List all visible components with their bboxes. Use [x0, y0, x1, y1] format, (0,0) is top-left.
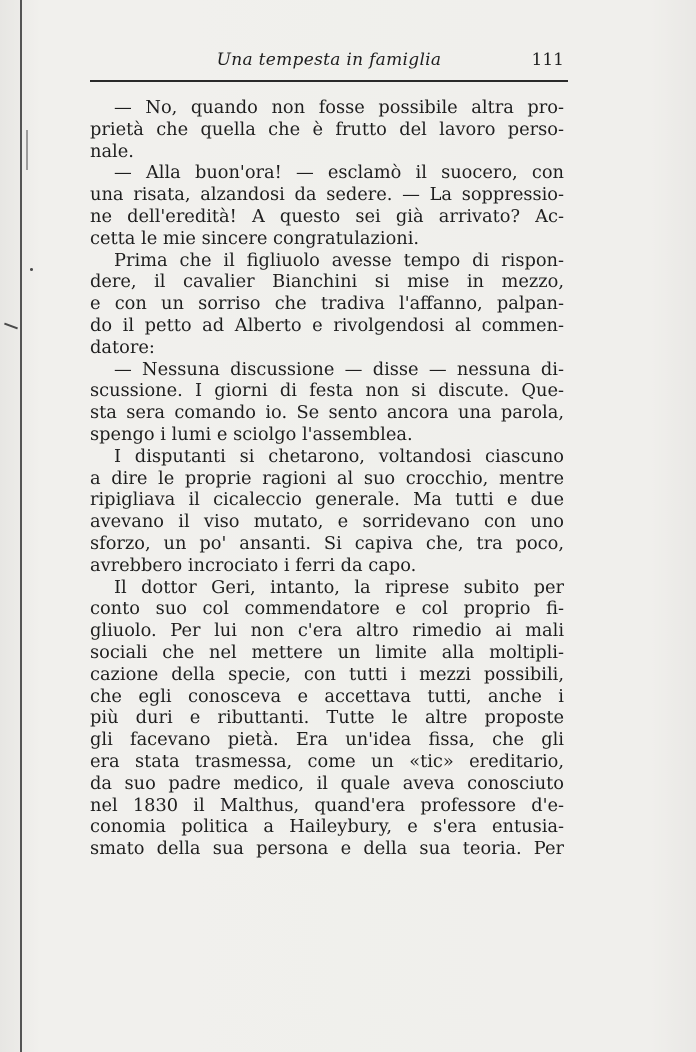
text-line: I disputanti si chetarono, voltandosi ciascuno	[114, 445, 564, 467]
page-header	[90, 46, 568, 82]
text-line: Il dottor Geri, intanto, la riprese subito per	[114, 576, 564, 598]
text-line: ripigliava il cicaleccio generale. Ma tutti e due	[90, 489, 564, 511]
running-title: Una tempesta in famiglia	[216, 50, 442, 70]
text-line: conto suo col commendatore e col proprio fi-	[90, 598, 564, 620]
text-line: datore:	[90, 336, 155, 358]
text-line: sforzo, un po' ansanti. Si capiva che, tra poco,	[90, 532, 564, 554]
binding-mark	[4, 323, 18, 330]
text-line: una risata, alzandosi da sedere. — La soppressio-	[90, 184, 564, 206]
text-line: gliuolo. Per lui non c'era altro rimedio ai mali	[90, 620, 564, 642]
text-line: avrebbero incrociato i ferri da capo.	[90, 554, 417, 576]
text-line: spengo i lumi e sciolgo l'assemblea.	[90, 423, 413, 445]
text-line: smato della sua persona e della sua teoria. Per	[90, 838, 564, 860]
text-line: cazione della specie, con tutti i mezzi possibili,	[90, 663, 564, 685]
page-number: 111	[531, 50, 564, 70]
text-line: ne dell'eredità! A questo sei già arrivato? Ac-	[90, 205, 564, 227]
text-line: avevano il viso mutato, e sorridevano con uno	[90, 511, 564, 533]
text-line: dere, il cavalier Bianchini si mise in mezzo,	[90, 271, 564, 293]
text-line: sociali che nel mettere un limite alla moltipli-	[90, 641, 564, 663]
text-line: Prima che il figliuolo avesse tempo di rispon-	[114, 249, 564, 271]
text-line: — No, quando non fosse possibile altra pro-	[114, 97, 564, 118]
text-line: più duri e ributtanti. Tutte le altre proposte	[90, 707, 564, 729]
text-line: che egli conosceva e accettava tutti, anche i	[90, 685, 564, 707]
text-line: era stata trasmessa, come un «tic» ereditario,	[90, 750, 564, 772]
binding-mark	[26, 130, 28, 170]
text-line: nel 1830 il Malthus, quand'era professore d'e-	[90, 794, 564, 816]
text-line: — Nessuna discussione — disse — nessuna di-	[114, 358, 564, 380]
body-text	[90, 97, 564, 860]
binding-mark	[30, 268, 33, 271]
text-line: conomia politica a Haileybury, e s'era entusia-	[90, 816, 564, 838]
text-line: scussione. I giorni di festa non si discute. Que-	[90, 380, 564, 402]
text-line: prietà che quella che è frutto del lavoro perso-	[90, 118, 564, 140]
text-line: — Alla buon'ora! — esclamò il suocero, con	[114, 162, 564, 184]
text-line: sta sera comando io. Se sento ancora una parola,	[90, 402, 564, 424]
text-line: a dire le proprie ragioni al suo crocchio, mentre	[90, 467, 564, 489]
text-line: da suo padre medico, il quale aveva conosciuto	[90, 772, 564, 794]
text-line: gli facevano pietà. Era un'idea fissa, che gli	[90, 729, 564, 751]
text-line: cetta le mie sincere congratulazioni.	[90, 227, 420, 249]
text-line: nale.	[90, 140, 134, 162]
text-line: e con un sorriso che tradiva l'affanno, palpan-	[90, 293, 564, 315]
text-line: do il petto ad Alberto e rivolgendosi al commen-	[90, 314, 564, 336]
binding-edge	[20, 0, 22, 1052]
